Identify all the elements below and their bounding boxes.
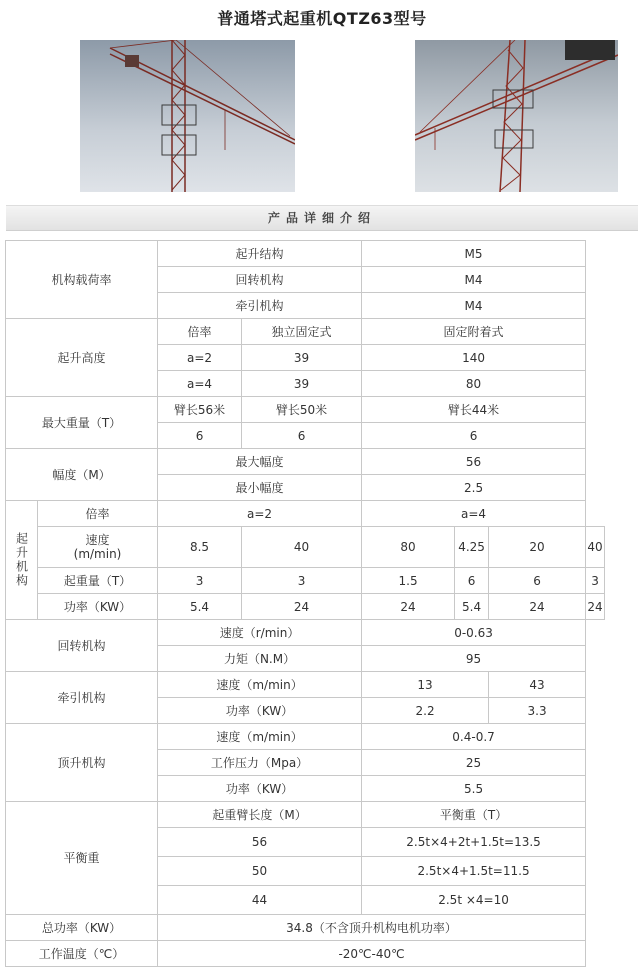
hoist-load: 1.5: [362, 568, 455, 594]
load-rate-label: 机构载荷率: [6, 241, 158, 319]
hoist-ratio-value: a=4: [362, 501, 586, 527]
counterweight-header: 起重臂长度（M）: [158, 802, 362, 828]
lift-height-header: 独立固定式: [242, 319, 362, 345]
total-power-label: 总功率（KW）: [6, 915, 158, 941]
hoist-load: 6: [455, 568, 489, 594]
counterweight-header: 平衡重（T）: [362, 802, 586, 828]
counterweight-cell: 2.5t ×4=10: [362, 886, 586, 915]
trolley-power: 2.2: [362, 698, 489, 724]
trolley-speed-label: 速度（m/min）: [158, 672, 362, 698]
trolley-power: 3.3: [489, 698, 586, 724]
load-rate-name: 牵引机构: [158, 293, 362, 319]
load-rate-name: 回转机构: [158, 267, 362, 293]
lift-height-header: 倍率: [158, 319, 242, 345]
crane-photo-left: [80, 40, 295, 192]
hoist-power: 5.4: [455, 594, 489, 620]
hoist-power: 24: [489, 594, 586, 620]
load-rate-value: M4: [362, 293, 586, 319]
load-rate-value: M4: [362, 267, 586, 293]
hoist-label: 起升机构: [6, 501, 38, 620]
lift-height-header: 固定附着式: [362, 319, 586, 345]
lift-height-cell: 80: [362, 371, 586, 397]
hoist-ratio-label: 倍率: [38, 501, 158, 527]
amplitude-name: 最小幅度: [158, 475, 362, 501]
climbing-name: 速度（m/min）: [158, 724, 362, 750]
max-load-header: 臂长50米: [242, 397, 362, 423]
lift-height-cell: a=4: [158, 371, 242, 397]
hoist-speed: 80: [362, 527, 455, 568]
temperature-value: -20℃-40℃: [158, 941, 586, 967]
climbing-name: 功率（KW）: [158, 776, 362, 802]
climbing-value: 25: [362, 750, 586, 776]
lift-height-cell: 39: [242, 345, 362, 371]
hoist-ratio-value: a=2: [158, 501, 362, 527]
slewing-name: 速度（r/min）: [158, 620, 362, 646]
lift-height-label: 起升高度: [6, 319, 158, 397]
climbing-value: 0.4-0.7: [362, 724, 586, 750]
trolley-label: 牵引机构: [6, 672, 158, 724]
lift-height-cell: a=2: [158, 345, 242, 371]
lift-height-cell: 140: [362, 345, 586, 371]
hoist-load: 3: [586, 568, 605, 594]
amplitude-name: 最大幅度: [158, 449, 362, 475]
amplitude-value: 56: [362, 449, 586, 475]
hoist-load: 6: [489, 568, 586, 594]
hoist-speed: 40: [242, 527, 362, 568]
max-load-value: 6: [242, 423, 362, 449]
hoist-load: 3: [158, 568, 242, 594]
lift-height-cell: 39: [242, 371, 362, 397]
hoist-load: 3: [242, 568, 362, 594]
load-rate-name: 起升结构: [158, 241, 362, 267]
max-load-value: 6: [362, 423, 586, 449]
crane-photo-right: [415, 40, 618, 192]
hoist-power: 24: [586, 594, 605, 620]
max-load-value: 6: [158, 423, 242, 449]
page-title: 普通塔式起重机QTZ63型号: [217, 9, 427, 28]
amplitude-label: 幅度（M）: [6, 449, 158, 501]
amplitude-value: 2.5: [362, 475, 586, 501]
slewing-value: 0-0.63: [362, 620, 586, 646]
counterweight-cell: 44: [158, 886, 362, 915]
max-load-header: 臂长44米: [362, 397, 586, 423]
max-load-label: 最大重量（T）: [6, 397, 158, 449]
trolley-speed: 43: [489, 672, 586, 698]
climbing-name: 工作压力（Mpa）: [158, 750, 362, 776]
hoist-speed: 20: [489, 527, 586, 568]
counterweight-cell: 50: [158, 857, 362, 886]
slewing-value: 95: [362, 646, 586, 672]
counterweight-label: 平衡重: [6, 802, 158, 915]
slewing-name: 力矩（N.M）: [158, 646, 362, 672]
counterweight-cell: 2.5t×4+2t+1.5t=13.5: [362, 828, 586, 857]
section-title: 产品详细介绍: [6, 205, 638, 231]
trolley-power-label: 功率（KW）: [158, 698, 362, 724]
slewing-label: 回转机构: [6, 620, 158, 672]
hoist-speed: 8.5: [158, 527, 242, 568]
climbing-label: 顶升机构: [6, 724, 158, 802]
hoist-power: 5.4: [158, 594, 242, 620]
hoist-power: 24: [362, 594, 455, 620]
hoist-speed: 40: [586, 527, 605, 568]
hoist-power: 24: [242, 594, 362, 620]
climbing-value: 5.5: [362, 776, 586, 802]
hoist-speed-label: 速度 (m/min): [38, 527, 158, 568]
spec-table: [5, 240, 605, 967]
trolley-speed: 13: [362, 672, 489, 698]
load-rate-value: M5: [362, 241, 586, 267]
counterweight-cell: 2.5t×4+1.5t=11.5: [362, 857, 586, 886]
hoist-power-label: 功率（KW）: [38, 594, 158, 620]
total-power-value: 34.8（不含顶升机构电机功率）: [158, 915, 586, 941]
max-load-header: 臂长56米: [158, 397, 242, 423]
hoist-speed: 4.25: [455, 527, 489, 568]
counterweight-cell: 56: [158, 828, 362, 857]
hoist-load-label: 起重量（T）: [38, 568, 158, 594]
temperature-label: 工作温度（℃）: [6, 941, 158, 967]
